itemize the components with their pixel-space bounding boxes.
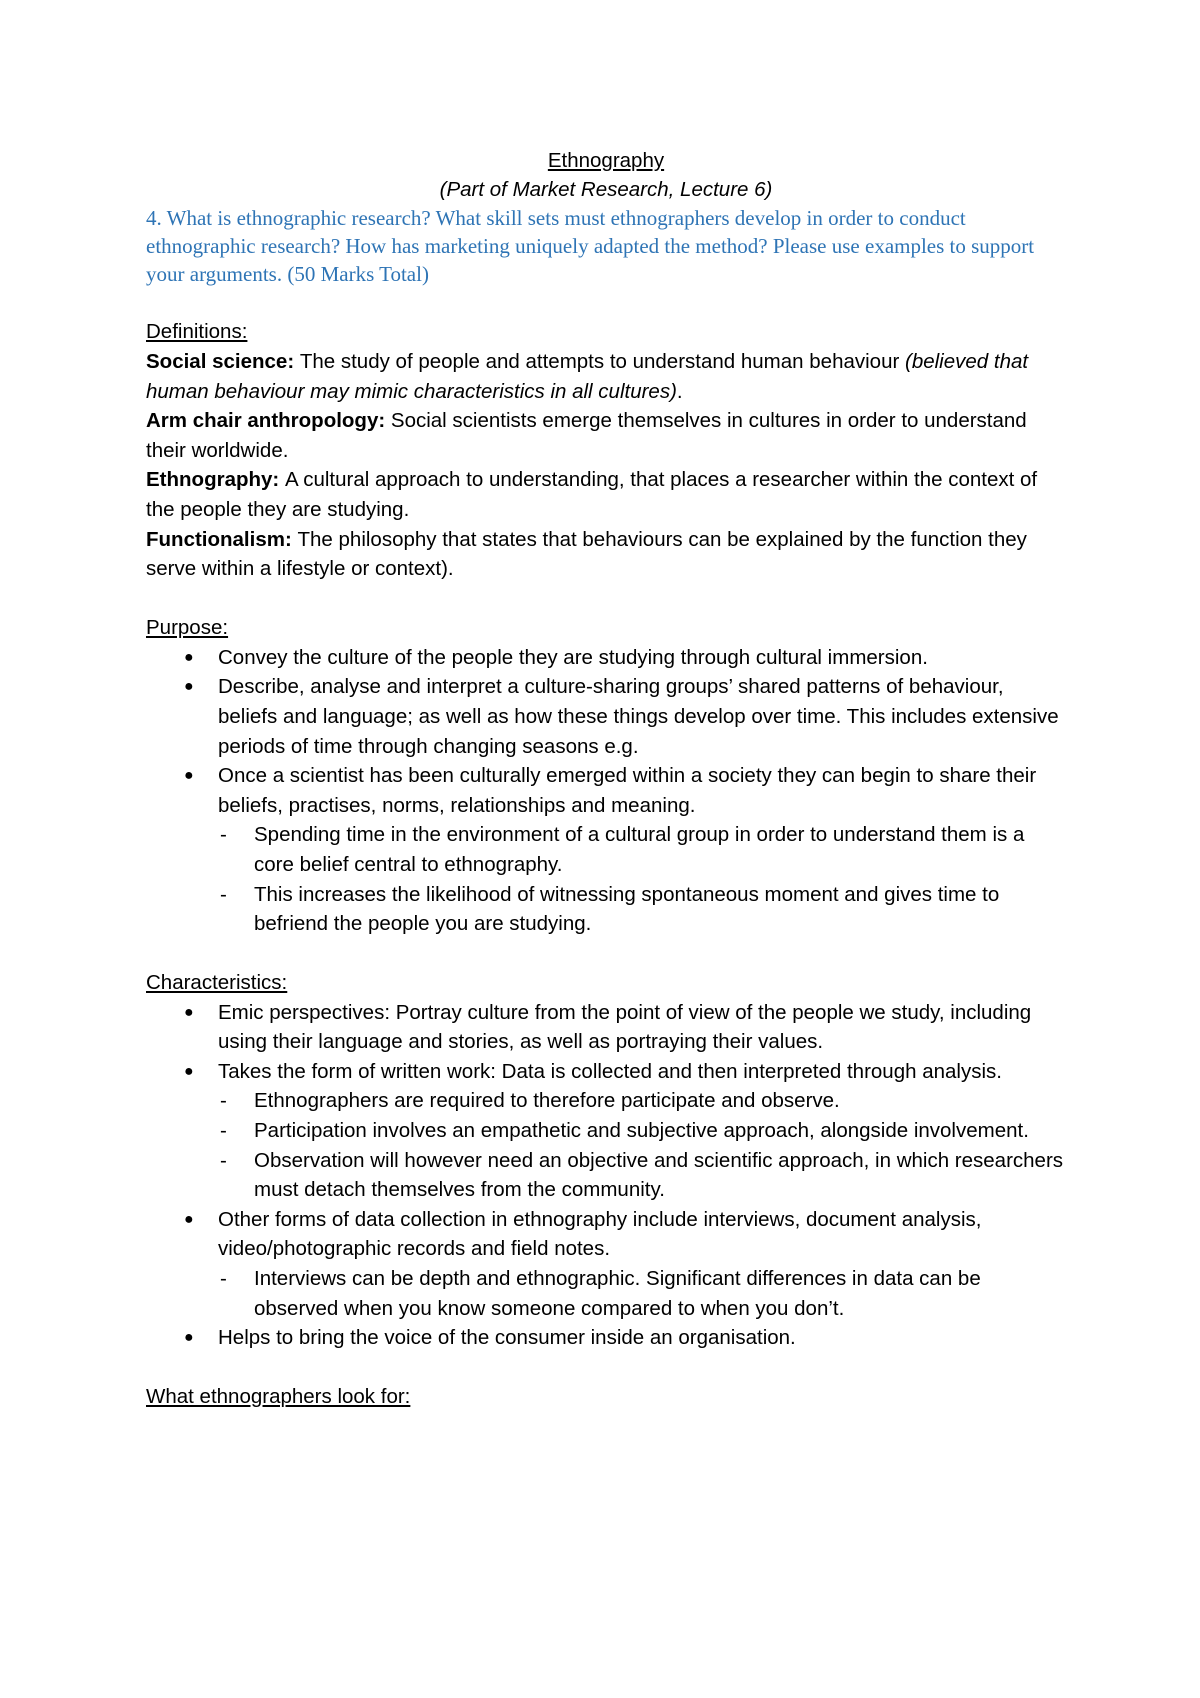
definition-separator: : xyxy=(287,350,300,373)
bullet-icon: ● xyxy=(184,1003,194,1021)
definition-term: Social science xyxy=(146,350,288,373)
sub-list-item-text: Observation will however need an objective and scientific approach, in which researchers must detach themselves from the community. xyxy=(254,1148,1064,1202)
definition-separator: : xyxy=(378,409,391,433)
dash-icon: - xyxy=(220,882,227,906)
bullet-icon: ● xyxy=(184,1329,194,1347)
list-item xyxy=(146,1323,1066,1353)
dash-icon: - xyxy=(220,1089,227,1113)
exam-question: 4. What is ethnographic research? What skill sets must ethnographers develop in order to conduct ethnographic research? How has marketing uniquely adapted the method? Please use examples to support your arguments. (50 Marks Total) xyxy=(146,206,1035,286)
definitions-list xyxy=(146,347,1066,584)
bullet-icon: ● xyxy=(184,1210,194,1228)
list-item-text: Helps to bring the voice of the consumer inside an organisation. xyxy=(218,1326,796,1350)
sub-list-item xyxy=(218,1146,1066,1205)
list-item xyxy=(146,1205,1066,1323)
definition-separator: : xyxy=(284,527,298,551)
list-item-text: Convey the culture of the people they are studying through cultural immersion. xyxy=(218,645,928,669)
title-block xyxy=(146,146,1066,204)
definition-item xyxy=(146,347,1066,406)
characteristics-heading: Characteristics: xyxy=(146,970,288,994)
sub-list xyxy=(218,820,1066,938)
definition-item xyxy=(146,406,1066,465)
spacer xyxy=(146,584,1066,613)
sub-list-item-text: This increases the likelihood of witnessing spontaneous moment and gives time to befriend the people you are studying. xyxy=(254,882,1000,936)
sub-list-item xyxy=(218,1264,1066,1323)
definition-text: Social scientists emerge themselves in cultures in order to understand their worldwide. xyxy=(146,409,1027,462)
bullet-icon: ● xyxy=(184,1062,194,1080)
dash-icon: - xyxy=(220,1148,227,1172)
dash-icon: - xyxy=(220,1267,227,1291)
list-item xyxy=(146,643,1066,673)
sub-list-item xyxy=(218,1116,1066,1146)
list-item-text: Takes the form of written work: Data is collected and then interpreted through analysis. xyxy=(218,1059,1002,1083)
list-item xyxy=(146,1057,1066,1205)
spacer xyxy=(146,939,1066,968)
sub-list-item xyxy=(218,820,1066,879)
sub-list-item-text: Spending time in the environment of a cultural group in order to understand them is a core belief central to ethnography. xyxy=(254,823,1025,876)
dash-icon: - xyxy=(220,823,227,847)
document-subtitle: (Part of Market Research, Lecture 6) xyxy=(439,178,773,201)
bullet-icon: ● xyxy=(184,648,194,666)
bullet-icon: ● xyxy=(184,678,194,696)
list-item-text: Emic perspectives: Portray culture from the point of view of the people we study, including using their language and stories, as well as portraying their values. xyxy=(218,1000,1032,1054)
purpose-list xyxy=(146,643,1066,939)
bullet-icon: ● xyxy=(184,767,194,785)
sub-list xyxy=(218,1264,1066,1323)
definition-italic: (believed that human behaviour may mimic characteristics in all cultures) xyxy=(146,350,1029,403)
characteristics-list xyxy=(146,998,1066,1353)
sub-list xyxy=(218,1086,1066,1204)
list-item xyxy=(146,672,1066,761)
list-item xyxy=(146,998,1066,1057)
definition-text: A cultural approach to understanding, that places a researcher within the context of the people they are studying. xyxy=(146,468,1038,521)
definition-term: Functionalism xyxy=(146,527,285,551)
spacer xyxy=(146,288,1066,317)
dash-icon: - xyxy=(220,1119,227,1143)
definition-tail: . xyxy=(676,379,683,403)
definition-item xyxy=(146,525,1066,584)
list-item-text: Describe, analyse and interpret a culture-sharing groups’ shared patterns of behaviour, beliefs and language; as well as how these things develop over time. This includes extensive periods of time through changing seasons e.g. xyxy=(218,675,1059,758)
definition-term: Ethnography xyxy=(146,468,273,492)
definition-separator: : xyxy=(272,468,285,492)
definition-item xyxy=(146,465,1066,524)
document-body xyxy=(146,146,1066,1412)
sub-list-item xyxy=(218,880,1066,939)
sub-list-item-text: Interviews can be depth and ethnographic. Significant differences in data can be observed when you know someone compared to when you don’t. xyxy=(254,1267,981,1320)
sub-list-item-text: Ethnographers are required to therefore participate and observe. xyxy=(254,1089,840,1113)
definitions-heading: Definitions: xyxy=(146,320,248,343)
purpose-heading: Purpose: xyxy=(146,615,229,639)
definition-text: The philosophy that states that behaviours can be explained by the function they serve within a lifestyle or context). xyxy=(146,527,1027,581)
list-item-text: Once a scientist has been culturally emerged within a society they can begin to share their beliefs, practises, norms, relationships and meaning. xyxy=(218,764,1037,817)
look-for-heading: What ethnographers look for: xyxy=(146,1384,411,1408)
document-title: Ethnography xyxy=(547,149,665,172)
sub-list-item-text: Participation involves an empathetic and subjective approach, alongside involvement. xyxy=(254,1119,1029,1143)
sub-list-item xyxy=(218,1086,1066,1116)
spacer xyxy=(146,1353,1066,1382)
definition-text: The study of people and attempts to understand human behaviour xyxy=(299,350,905,373)
list-item-text: Other forms of data collection in ethnography include interviews, document analysis, video/photographic records and field notes. xyxy=(218,1207,982,1261)
list-item xyxy=(146,761,1066,939)
definition-term: Arm chair anthropology xyxy=(146,409,379,433)
